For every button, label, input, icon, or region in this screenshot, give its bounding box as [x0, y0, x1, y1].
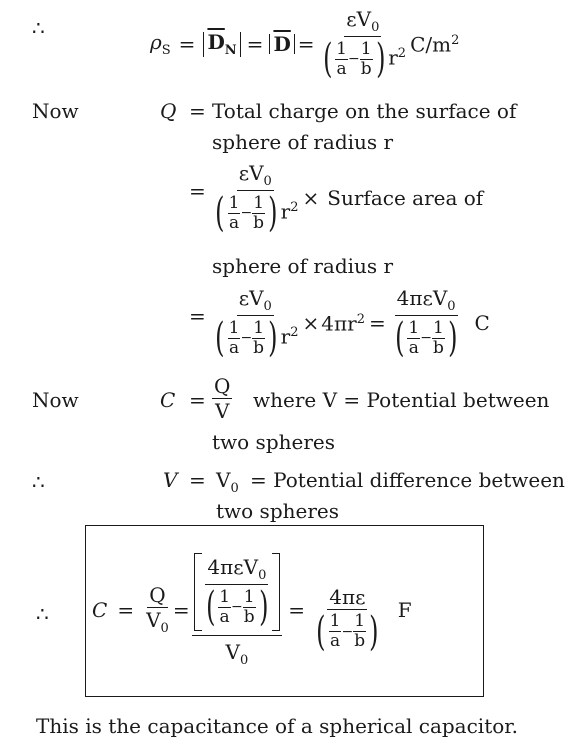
c-symbol: C	[160, 388, 176, 412]
q-over-v-fraction: $\frac{Q}{V}$	[214, 374, 231, 423]
charge-expression-2: $\varepsilon V_0$ ( $\frac{1}{a}$ − $\frac{1}{b}$ ) $r^2$ × $4\pi r^2$ = 4πεV$_0$ ( $\frac{1}{a}$ − $\frac{1}{b}$ ) C	[210, 283, 490, 363]
therefore-symbol-3: ∴	[36, 602, 49, 626]
unit-f: F	[397, 598, 412, 622]
now-label-2: Now	[32, 388, 79, 412]
unit-c-per-m2: $C/m^2$	[410, 32, 460, 57]
equals-line3: =	[189, 179, 206, 203]
equals-q: =	[189, 99, 206, 123]
equals-line4: =	[189, 304, 206, 328]
compound-fraction: 4πεV$_0$ ( $\frac{1}{a}$ − $\frac{1}{b}$ ) $V_0$	[192, 553, 283, 667]
four-pi-eps-v0-fraction: 4πεV$_0$ ( $\frac{1}{a}$ − $\frac{1}{b}$ )	[394, 286, 458, 361]
four-pi-r-squared: $4\pi r^2$	[321, 311, 365, 336]
sphere-radius-text-1: sphere of radius r	[212, 130, 394, 154]
c-symbol-boxed: C	[92, 598, 108, 622]
charge-expression-1: $\varepsilon V_0$ ( $\frac{1}{a}$ − $\frac{1}{b}$ ) $r^2$ × Surface area of	[210, 158, 483, 238]
rho-s: $\rho_S$	[150, 29, 171, 58]
equals-v: =	[189, 468, 206, 492]
surface-area-text: Surface area of	[327, 186, 484, 210]
v0-symbol: $V_0$	[216, 468, 239, 496]
two-spheres-text-1: two spheres	[212, 430, 335, 454]
unit-c: C	[474, 311, 490, 335]
capacitance-formula: C = $\frac{Q}{V_0}$ = 4πεV$_0$ ( $\frac{1}{a}$ − $\frac{1}{b}$ ) $V_0$ = 4πε ( $\frac{1}{a}$ − $\frac{1}{b}$ ) F	[92, 555, 412, 668]
final-fraction: 4πε ( $\frac{1}{a}$ − $\frac{1}{b}$ )	[316, 584, 379, 655]
q-symbol: Q	[160, 99, 177, 123]
surface-charge-density-equation: $\rho_S$ = $\overline{D}_N$ = $\overline{D}$ = $\varepsilon V_0$ ( $\frac{1}{a}$ − $\frac{1}{b}$ ) $r^2$ $C/m^2$	[150, 7, 460, 82]
total-charge-text: Total charge on the surface of	[212, 99, 517, 123]
now-label-1: Now	[32, 99, 79, 123]
where-v-text: where V = Potential between	[253, 388, 550, 412]
q-over-v0-fraction: $\frac{Q}{V_0}$	[146, 583, 169, 636]
abs-d-n: $\overline{D}_N$	[203, 32, 240, 57]
potential-difference-text: = Potential difference between	[250, 468, 565, 492]
two-spheres-text-2: two spheres	[216, 499, 339, 523]
abs-d: $\overline{D}$	[269, 34, 294, 54]
therefore-symbol-2: ∴	[32, 470, 45, 494]
eps-v0-fraction: $\varepsilon V_0$ ( $\frac{1}{a}$ − $\frac{1}{b}$ ) $r^2$	[322, 7, 407, 82]
conclusion-text: This is the capacitance of a spherical capacitor.	[36, 714, 519, 738]
equals-c: =	[189, 388, 206, 412]
eps-v0-fraction-3: $\varepsilon V_0$ ( $\frac{1}{a}$ − $\frac{1}{b}$ ) $r^2$	[215, 286, 299, 361]
sphere-radius-text-2: sphere of radius r	[212, 254, 394, 278]
v-symbol: V	[163, 468, 178, 492]
eps-v0-fraction-2: $\varepsilon V_0$ ( $\frac{1}{a}$ − $\frac{1}{b}$ ) $r^2$	[215, 161, 299, 236]
therefore-symbol-1: ∴	[32, 16, 45, 40]
